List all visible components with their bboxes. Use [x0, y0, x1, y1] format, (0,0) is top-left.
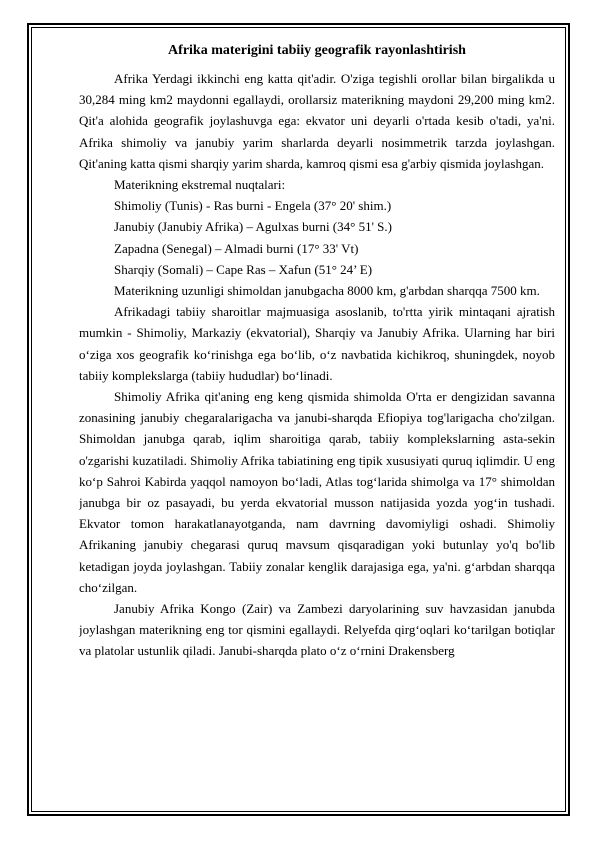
extreme-points-heading: Materikning ekstremal nuqtalari: [114, 177, 286, 193]
paragraph-regions: Afrikadagi tabiiy sharoitlar majmuasiga asoslanib, to'rtta yirik mintaqani ajratish mumkin - Shimoliy, Markaziy (ekvatorial), Sharqiy va Janubiy Afrika. Ularning har biri o‘ziga xos geografik ko‘rinishga ega bo‘lib, o‘z navbatida kichikroq, shuningdek, noyob tabiiy komplekslarga (tabiiy hududlar) bo‘linadi. [79, 304, 555, 383]
paragraph-intro: Afrika Yerdagi ikkinchi eng katta qit'adir. O'ziga tegishli orollar bilan birgalikda u 30,284 ming km2 maydonni egallaydi, orollarsiz materikning maydoni 29,200 ming km2. Qit'a alohida geografik joylashuvga ega: ekvator uni deyarli o'rtada kesib o'tadi, ya'ni. Afrika shimoliy va janubiy yarim sharlarda deyarli nosimmetrik tarzda joylashgan. Qit'aning katta qismi sharqiy yarim sharda, kamroq qismi esa g'arbiy qismida joylashgan. [79, 71, 555, 171]
paragraph-length: Materikning uzunligi shimoldan janubgacha 8000 km, g'arbdan sharqqa 7500 km. [114, 283, 540, 299]
paragraph-north-africa: Shimoliy Afrika qit'aning eng keng qismida shimolda O'rta er dengizidan savanna zonasining janubiy chegaralarigacha va janubi-sharqda Efiopiya tog'larigacha cho'zilgan. Shimoldan janubga qarab, iqlim sharoitiga qarab, tabiiy komplekslarning asta-sekin o'zgarishi kuzatiladi. Shimoliy Afrika tabiatining eng tipik xususiyati quruq iqlimdir. U eng ko‘p Sahroi Kabirda yaqqol namoyon bo‘ladi, Atlas tog‘larida shimolga va 17° shimoldan janubga bir oz pasayadi, bu yerda ekvatorial musson natijasida yozda yog‘in tushadi. Ekvator tomon harakatlanayotganda, nam davrning davomiyligi oshadi. Shimoliy Afrikaning janubiy chegarasi quruq mavsum qisqaradigan yoki butunlay yo'q bo'lib ketadigan joyda joylashgan. Tabiiy zonalar kenglik darajasiga ega, ya'ni. g‘arbdan sharqqa cho‘zilgan. [79, 389, 555, 595]
document-title: Afrika materigini tabiiy geografik rayonlashtirish [168, 43, 466, 58]
paragraph-south-africa: Janubiy Afrika Kongo (Zair) va Zambezi daryolarining suv havzasidan janubda joylashgan materikning eng tor qismini egallaydi. Relyefda qirg‘oqlari ko‘tarilgan botiqlar va platolar ustunlik qiladi. Janubi-sharqda plato o‘z o‘rnini Drakensberg [79, 601, 555, 659]
document-page [79, 40, 555, 810]
extreme-point-east: Sharqiy (Somali) – Cape Ras – Xafun (51° 24’ E) [114, 261, 373, 277]
extreme-point-west: Zapadna (Senegal) – Almadi burni (17° 33' Vt) [114, 240, 359, 256]
extreme-point-north: Shimoliy (Tunis) - Ras burni - Engela (37° 20' shim.) [114, 198, 392, 214]
extreme-point-south: Janubiy (Janubiy Afrika) – Agulxas burni (34° 51' S.) [114, 219, 392, 235]
